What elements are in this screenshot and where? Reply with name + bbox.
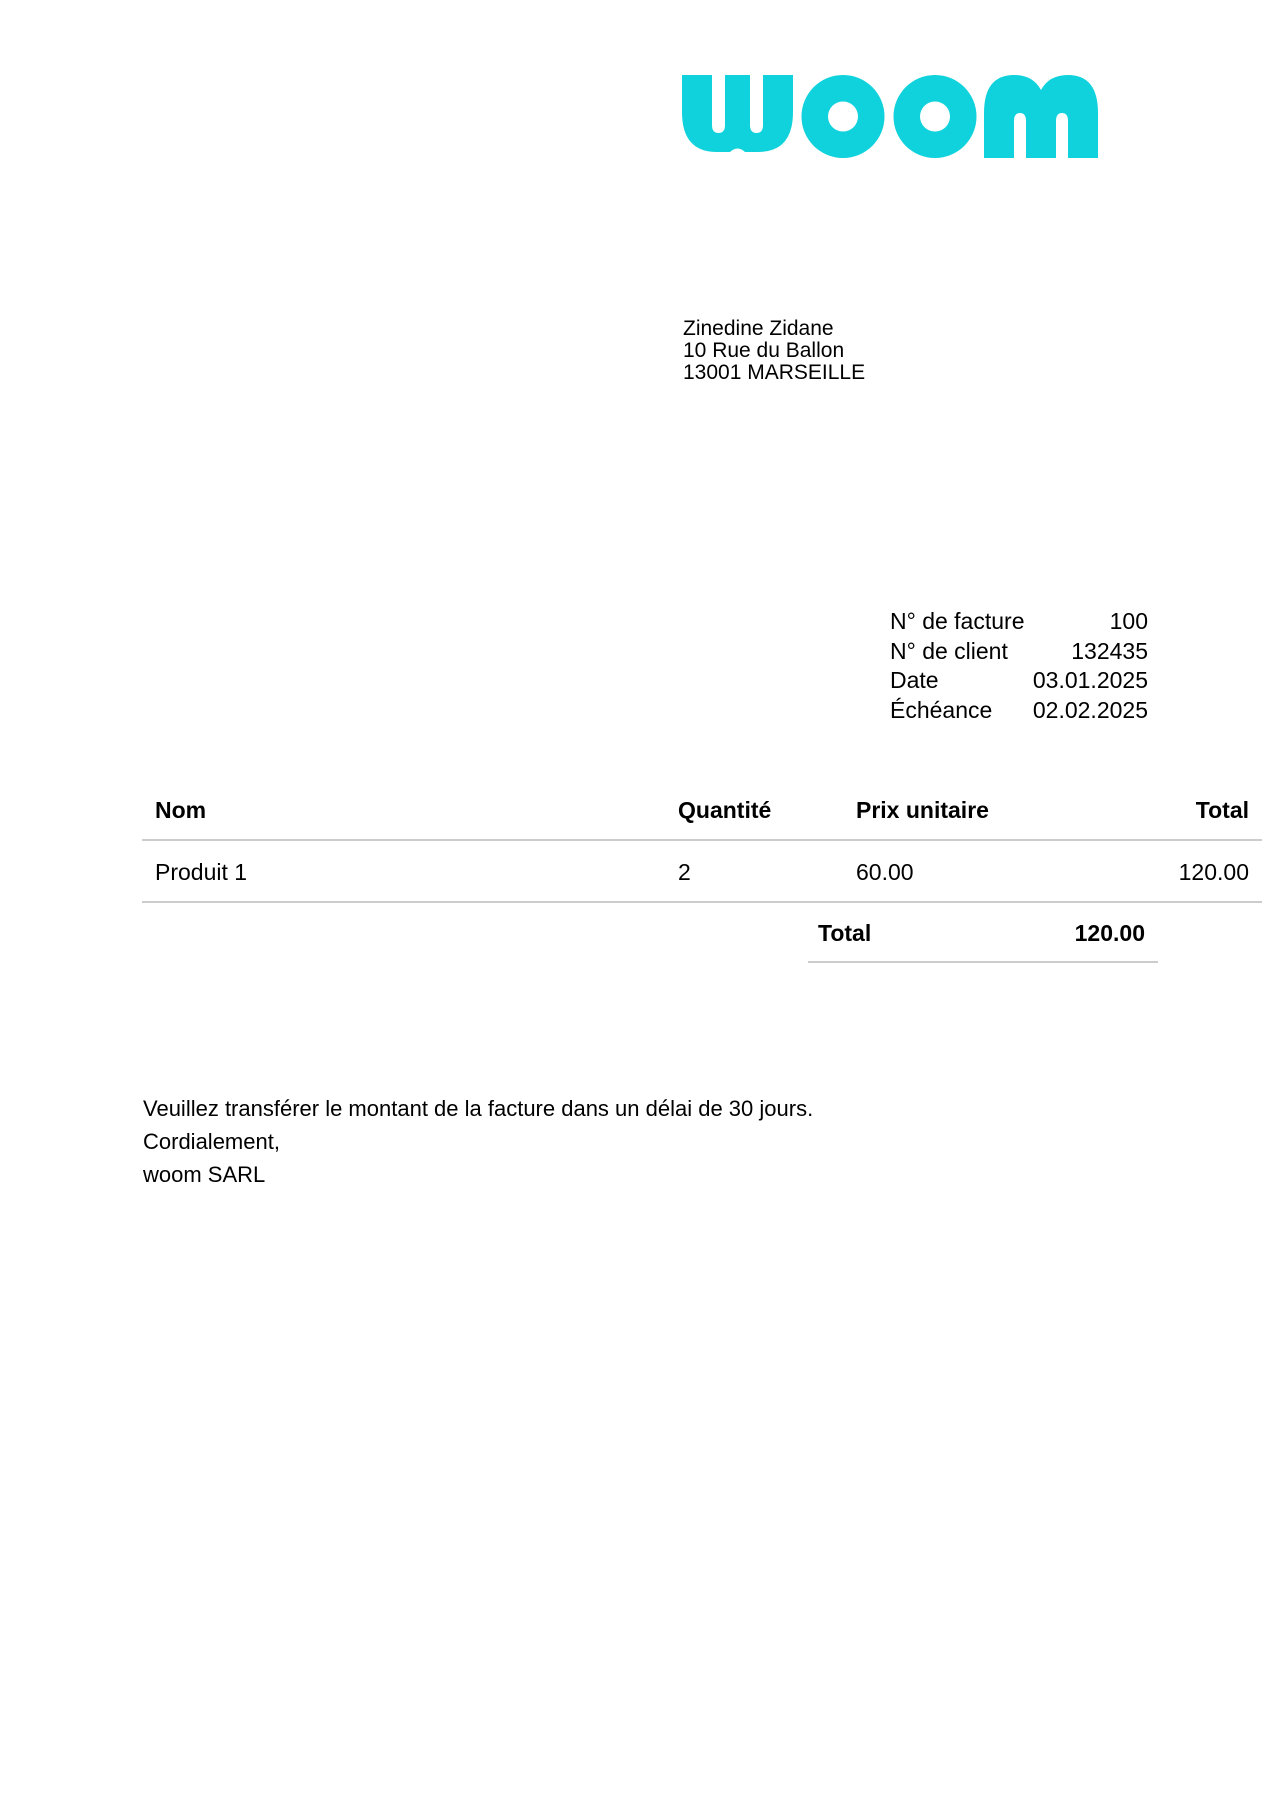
invoice-number-label: N° de facture — [890, 608, 1025, 634]
invoice-number-value: 100 — [1109, 608, 1148, 634]
items-table-header-row — [142, 795, 1262, 840]
item-quantity: 2 — [665, 840, 843, 902]
recipient-address — [683, 318, 865, 384]
logo-letter-m — [984, 75, 1098, 158]
logo-letter-o — [801, 75, 884, 158]
invoice-number-row — [890, 607, 1148, 637]
items-table — [142, 795, 1262, 903]
payment-terms-line: Veuillez transférer le montant de la facture dans un délai de 30 jours. — [143, 1096, 814, 1121]
column-header-unit-price: Prix unitaire — [843, 795, 1037, 840]
client-number-value: 132435 — [1071, 637, 1148, 664]
due-date-value: 02.02.2025 — [1032, 696, 1148, 723]
table-row — [142, 840, 1262, 902]
invoice-date-row — [890, 666, 1148, 696]
column-header-quantity: Quantité — [665, 795, 843, 840]
item-name: Produit 1 — [142, 840, 665, 902]
recipient-street: 10 Rue du Ballon — [683, 339, 845, 362]
invoice-total-label: Total — [818, 920, 872, 946]
column-header-total: Total — [1037, 795, 1262, 840]
recipient-name: Zinedine Zidane — [683, 317, 834, 340]
invoice-date-label: Date — [890, 667, 939, 693]
woom-logo-letters — [682, 75, 1098, 158]
recipient-city: 13001 MARSEILLE — [683, 361, 866, 384]
invoice-date-value: 03.01.2025 — [1032, 667, 1148, 693]
client-number-row — [890, 637, 1148, 667]
closing-note — [143, 1092, 813, 1191]
item-total: 120.00 — [1037, 840, 1262, 902]
logo-letter-w — [682, 75, 793, 152]
due-date-row — [890, 696, 1148, 726]
company-signature: woom SARL — [143, 1162, 266, 1187]
regards-line: Cordialement, — [143, 1129, 280, 1154]
client-number-label: N° de client — [890, 637, 1008, 664]
item-unit-price: 60.00 — [843, 840, 1037, 902]
logo-letter-o2 — [893, 75, 976, 158]
invoice-meta — [890, 607, 1148, 725]
column-header-name: Nom — [142, 795, 665, 840]
invoice-total-row — [808, 903, 1158, 963]
due-date-label: Échéance — [890, 696, 993, 723]
woom-logo — [682, 75, 1098, 161]
invoice-total-value: 120.00 — [1074, 920, 1145, 946]
